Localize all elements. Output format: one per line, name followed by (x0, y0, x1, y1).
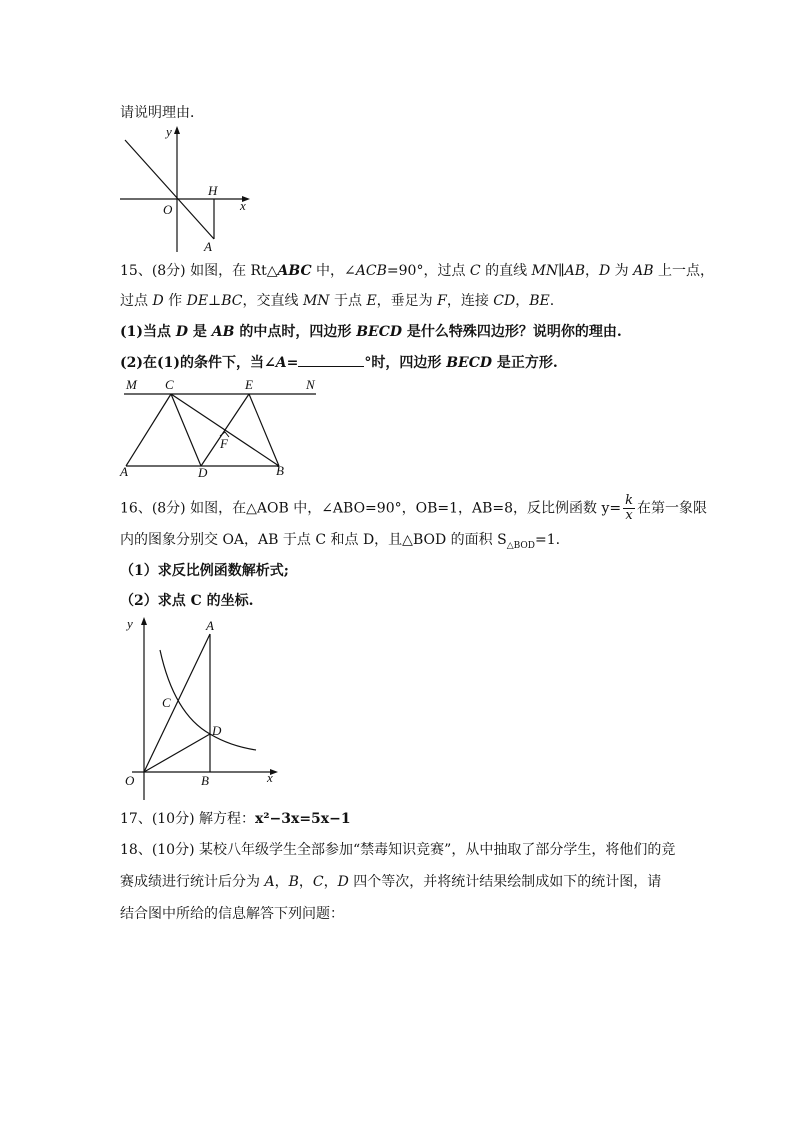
figure-2-geometry (116, 376, 326, 478)
label-c: C (165, 377, 174, 392)
label-a: A (204, 239, 212, 254)
label-d: D (212, 723, 222, 738)
label-e: E (245, 377, 253, 392)
segment-od (144, 734, 210, 772)
label-d: D (198, 465, 208, 480)
label-o: O (125, 773, 135, 788)
fraction-k-over-x: $\frac{k}{x}$ (625, 493, 634, 523)
y-axis-arrow (141, 617, 147, 625)
line-through-origin (125, 140, 214, 239)
segment-de (201, 394, 249, 466)
label-f: F (220, 436, 228, 451)
y-axis-arrow (174, 126, 180, 134)
label-x: x (267, 770, 273, 785)
label-a: A (206, 618, 214, 633)
label-b: B (276, 463, 284, 478)
segment-ca (126, 394, 171, 466)
label-x: x (240, 198, 246, 213)
label-h: H (208, 183, 218, 198)
answer-blank[interactable] (298, 354, 364, 367)
label-n: N (306, 377, 315, 392)
q18-line2: 赛成绩进行统计后分为 A，B，C，D 四个等次，并将统计结果绘制成如下的统计图，请 (120, 874, 662, 890)
q15-line2: 过点 D 作 DE⊥BC，交直线 MN 于点 E，垂足为 F，连接 CD，BE. (120, 293, 555, 309)
label-m: M (126, 377, 137, 392)
segment-oa (144, 634, 210, 772)
q18-line1: 18、(10分) 某校八年级学生全部参加“禁毒知识竞赛”，从中抽取了部分学生，将他们的竞 (120, 842, 676, 858)
segment-eb (249, 394, 279, 466)
q15-part1: (1)当点 D 是 AB 的中点时，四边形 BECD 是什么特殊四边形？说明你的理由. (120, 324, 622, 340)
label-a: A (120, 464, 128, 479)
label-o: O (163, 202, 173, 217)
figure-1-coordinate-plane (118, 124, 258, 254)
segment-cd (171, 394, 201, 466)
label-c: C (162, 695, 171, 710)
intro-text: 请说明理由． (120, 105, 204, 121)
label-y: y (127, 616, 133, 631)
q16-part2: （2）求点 C 的坐标. (120, 593, 254, 609)
q16-line2: 内的图象分别交 OA，AB 于点 C 和点 D，且△BOD 的面积 $S_{\triangle BOD}=1$. (120, 532, 561, 551)
label-b: B (201, 773, 209, 788)
q16-line1: 16、(8分) 如图，在△AOB 中，∠ABO=90°，OB=1，AB=8，反比例函数 y= $\frac{k}{x}$ 在第一象限 (120, 493, 708, 523)
label-y: y (166, 124, 172, 139)
q16-part1: （1）求反比例函数解析式; (120, 563, 289, 579)
q15-part2: (2)在(1)的条件下，当∠A= °时，四边形 BECD 是正方形. (120, 355, 558, 371)
figure-3-hyperbola (122, 614, 282, 800)
q18-line3: 结合图中所给的信息解答下列问题： (120, 906, 344, 922)
q15-line1: 15、(8分) 如图，在 Rt△ABC 中，∠ACB=90°，过点 C 的直线 MN∥AB，D 为 AB 上一点， (120, 263, 714, 279)
q17-line: 17、(10分) 解方程：x²−3x=5x−1 (120, 811, 351, 827)
